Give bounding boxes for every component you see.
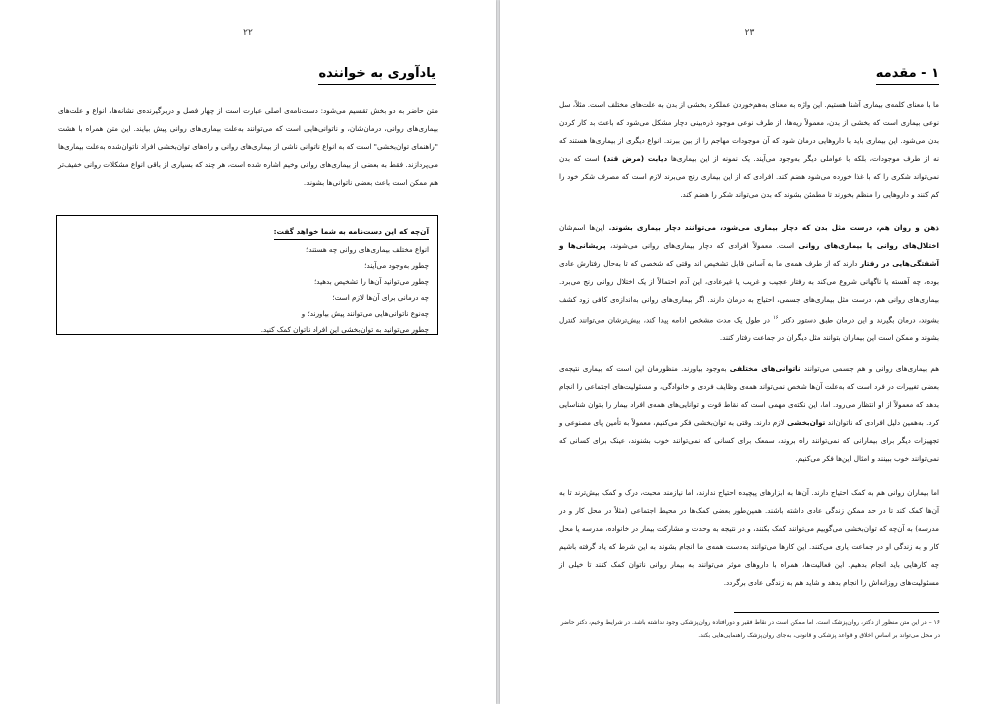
paragraph-4: اما بیماران روانی هم به کمک احتیاج دارند. آن‌ها به ابزارهای پیچیده احتیاج ندارند، اما نیازمند محبت، درک و کمک بیش‌ترند تا به آن‌ها کمک کند تا در حد ممکن زندگی عادی داشته باشند. همین‌طور بعضی کمک‌ها در محیط اجتماعی (مثلاً در محل کار و در مدرسه) به آن‌چه که توان‌بخشی می‌گوییم می‌توانند کمک بکنند، و در نتیجه به وحدت و مشارکت بیمار در خانواده، مدرسه یا محل کار و به زندگی او در جماعت یاری می‌کنند. این کارها می‌توانند به‌دست همه‌ی ما انجام بشوند به این شرط که یاد گرفته باشیم چه کارهایی باید انجام بدهیم. این فعالیت‌ها، همراه با داروهای موثر می‌توانند به بیمار روانی ناتوان کمک کنند تا خیلی از مسئولیت‌های روزانه‌اش را انجام بدهد و شاید هم به زندگی عادی برگردد. (559, 488, 939, 587)
list-item: چه‌نوع ناتوانی‌هایی می‌توانند پیش بیاورند؛ و (301, 309, 429, 318)
paragraph-text: هم بیماری‌های روانی و هم جسمی می‌توانند (803, 364, 939, 373)
right-page (500, 0, 999, 704)
list-item: چطور می‌توانید آن‌ها را تشخیص بدهید؛ (314, 277, 429, 286)
paragraph-text: است. معمولاً افرادی که دچار بیماری‌های روانی می‌شوند، (610, 241, 794, 250)
paragraph-text: در طول یک مدت مشخص ادامه پیدا کند، بیش‌ترشان می‌توانند کنترل بشوند و ممکن است این بیماران بتوانند مثل دیگران در جماعت رفتار کنند. (559, 315, 939, 343)
emphasis-term: ناتوانی‌های مختلفی (729, 364, 801, 373)
summary-box-title: آن‌چه که این دست‌نامه به شما خواهد گفت: (274, 225, 429, 240)
paragraph-2 (559, 219, 939, 347)
list-item: چطور به‌وجود می‌آیند؛ (364, 261, 429, 270)
footnote-divider (734, 612, 939, 613)
page-number: ۲۲ (243, 28, 253, 38)
paragraph-text: این‌ها اسم‌شان (559, 223, 605, 232)
paragraph-1 (559, 96, 939, 204)
emphasis-term: دیابت (مرض قند) (603, 154, 668, 163)
paragraph-text: لازم دارند. وقتی به توان‌بخشی فکر می‌کنیم، معمولاً به تأمین پای مصنوعی و تجهیزات دیگر برای بیمارانی که نمی‌توانند راه بروند، سمعک برای کسانی که نمی‌توانند خوب بشنوند، عینک برای کسانی که نمی‌توانند خوب ببینند و امثال این‌ها فکر می‌کنیم. (559, 418, 939, 463)
paragraph-text: دارند که از طرف همه‌ی ما به آسانی قابل تشخیص اند وقتی که شخصی که تا به‌حال رفتارش عادی بوده، چه آهسته یا ناگهانی شروع می‌کند به رفتار عجیب و غریب یا غیرعادی، این آدم احتمالاً از یک اختلال روانی رنج می‌برد. بیماری‌های روانی هم، درست مثل بیماری‌های جسمی، احتیاج به درمان دارند. اگر بیماری‌های روانی به‌اندازه‌ی کافی زود کشف بشوند، درمان بگیرند و این درمان طبق دستور دکتر (559, 259, 939, 325)
list-item: چه درمانی برای آن‌ها لازم است؛ (332, 293, 429, 302)
paragraph-3 (559, 360, 939, 468)
emphasis-term: ذهن و روان هم، درست مثل بدن که دچار بیماری می‌شود، می‌توانند دچار بیماری بشوند. (608, 223, 939, 232)
paragraph-text: به‌وجود بیاورند. منظورمان این است که بیماری نتیجه‌ی بعضی تغییرات در فرد است که به‌علت آن‌ها شخص نمی‌تواند همه‌ی وظایف فردی و خانوادگی، و مسئولیت‌های اجتماعی را انجام بدهد که معمولاً از او انتظار می‌رود. اما، این نکته‌ی مهمی است که نقاط قوت و توانایی‌های همه‌ی افراد بیمار را بتوان شناسایی کرد. به‌همین دلیل افرادی که ناتوان‌اند (559, 364, 939, 427)
section-heading: یادآوری به خواننده (318, 66, 436, 85)
intro-paragraph: متن حاضر به دو بخش تقسیم می‌شود: دست‌نامه‌ی اصلی عبارت است از چهار فصل و دربرگیرنده‌ی نشانه‌ها، انواع و علت‌های بیماری‌های روانی، درمان‌شان، و ناتوانی‌هایی است که می‌توانند به‌علت بیماری‌های روانی پیش بیایند. این متن همراه با هشت "راهنمای توان‌بخشی" است که به انواع ناتوانی ناشی از بیماری‌های روانی و راه‌های توان‌بخشی افراد ناتوان‌شده به‌علت بیماری‌ها می‌پردازند. فقط به بعضی از بیماری‌های روانی وخیم اشاره شده است، هر چند که بسیاری از باقی انواع مشکلات روانی خفیف‌تر هم ممکن است باعث بعضی ناتوانی‌ها بشوند. (58, 106, 438, 187)
list-item: چطور می‌توانید به توان‌بخشی این افراد ناتوان کمک کنید. (260, 325, 429, 334)
summary-list (65, 242, 429, 338)
left-page (0, 0, 496, 704)
footnote: ۱۶ – در این متن منظور از دکتر، روان‌پزشک است. اما ممکن است در نقاط فقیر و دورافتاده روان‌پزشکی وجود نداشته باشد. در شرایط وخیم، دکتر حاضر در محل می‌تواند بر اساس اخلاق و قواعد پزشکی و قانونی، به‌جای روان‌پزشک راهنمایی‌هایی بکند. (560, 619, 940, 639)
summary-box (56, 215, 438, 335)
chapter-heading: ۱ - مقدمه (876, 66, 939, 85)
paragraph-text: است که بدن نمی‌تواند شکری را که با غذا خورده می‌شود هضم کند. افرادی که از این بیماری رنج می‌برند لازم است که مصرف شکر خود را کم کنند و داروهایی را منظم بخورند تا مطمئن بشوند که بدن می‌تواند شکر را هضم کند. (559, 154, 939, 199)
emphasis-term: توان‌بخشی (787, 418, 826, 427)
page-number: ۲۳ (744, 28, 755, 38)
emphasis-term: اختلال‌های روانی یا بیماری‌های روانی (798, 241, 939, 250)
footnote-ref[interactable]: ۱۶ (773, 315, 779, 321)
list-item: انواع مختلف بیماری‌های روانی چه هستند؛ (306, 245, 429, 254)
paragraph-text: ما با معنای کلمه‌ی بیماری آشنا هستیم. این واژه به معنای به‌هم‌خوردن عملکرد بخشی از بدن به علت‌های مختلف است. مثلاً، سل نوعی بیماری است که بخشی از بدن، معمولاً ریه‌ها، از طرف نوعی موجود ذره‌بینی دچار مشکل می‌شود که باعث بد کار کردن بدن می‌شود. این بیماری باید با داروهایی درمان شود که آن موجودات مهاجم را از بین ببرند. انواع دیگری از بیماری‌ها هستند که نه از طرف موجودات، بلکه با عواملی دیگر به‌وجود می‌آیند. یک نمونه از این بیماری‌ها (559, 100, 939, 163)
emphasis-term: پریشانی‌ها و آشفتگی‌هایی در رفتار (559, 241, 939, 268)
